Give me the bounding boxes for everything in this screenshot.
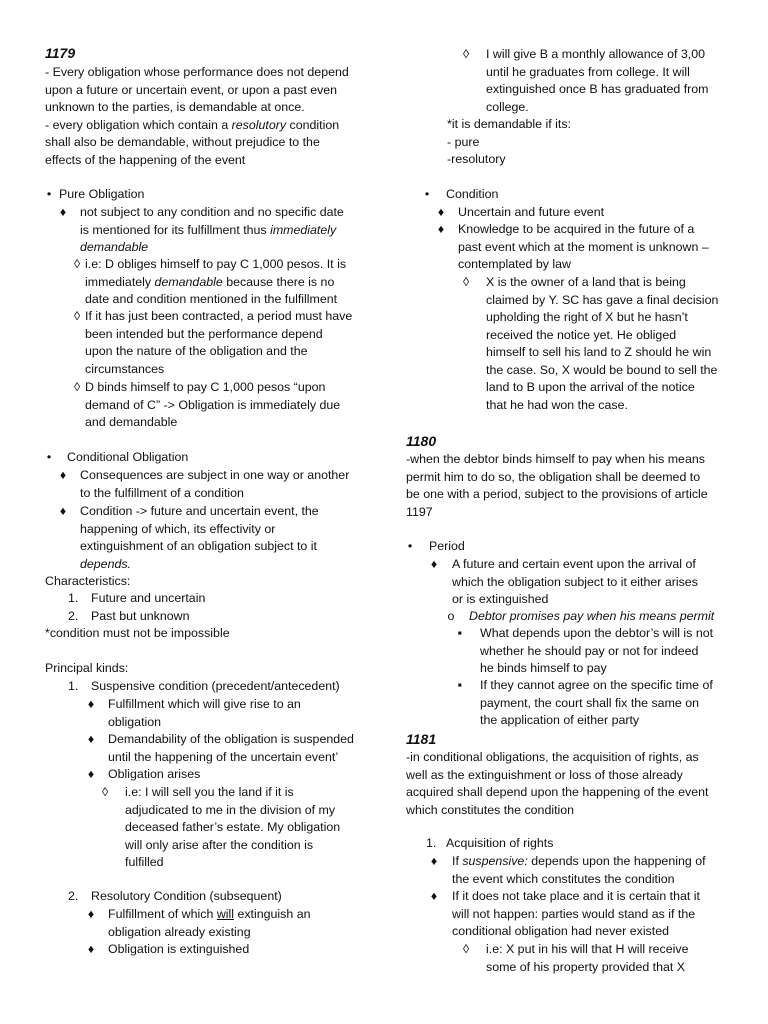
bullet-lozenge: ◊ (73, 309, 81, 323)
bullet-lozenge: ◊ (101, 785, 109, 799)
bullet-diamond: ♦ (87, 907, 95, 921)
example-text: claimed by Y. SC has gave a final decision (486, 292, 719, 307)
list-item-text: happening of which, its effectivity or (80, 521, 276, 536)
example-text: some of his property provided that X (486, 959, 686, 974)
list-item-text: Obligation arises (108, 767, 201, 781)
list-item-title: Suspensive condition (precedent/antecedent) (91, 679, 340, 693)
list-item-title: Resolutory Condition (subsequent) (91, 889, 282, 903)
list-number: 2. (68, 609, 79, 623)
list-item-text: If suspensive: depends upon the happening of (452, 854, 706, 868)
example-text: upon the nature of the obligation and the (85, 344, 308, 358)
bullet-diamond: ♦ (87, 697, 95, 711)
example-text: I will give B a monthly allowance of 3,00 (486, 47, 706, 61)
note-text: *it is demandable if its: (447, 117, 571, 131)
bullet-circle: o (447, 609, 455, 623)
list-item-text: whether he should pay or not for indeed (480, 643, 699, 658)
list-number: 1. (68, 679, 79, 693)
note-text: - pure (447, 134, 480, 149)
sub-item-text: Debtor promises pay when his means permit (469, 609, 715, 623)
example-text: been intended but the performance depend (85, 326, 323, 341)
bullet-dot: • (46, 187, 52, 201)
example-text: extinguished once B has graduated from (486, 82, 709, 96)
example-text: himself to sell his land to Z should he win (486, 345, 712, 359)
section-title: Characteristics: (45, 574, 131, 588)
article-text: -when the debtor binds himself to pay when his means (406, 452, 705, 466)
list-item-text: or is extinguished (452, 592, 549, 606)
example-text: will only arise after the condition is (125, 837, 314, 852)
example-text: college. (486, 99, 529, 114)
section-title: Condition (446, 187, 499, 201)
section-title: Pure Obligation (59, 187, 145, 201)
bullet-lozenge: ◊ (73, 257, 81, 271)
bullet-square: ▪ (457, 678, 463, 692)
bullet-lozenge: ◊ (462, 47, 470, 61)
example-text: land to B upon the arrival of the notice (486, 380, 695, 394)
list-item-text: If they cannot agree on the specific time of (480, 678, 713, 692)
example-text: X is the owner of a land that is being (486, 275, 686, 289)
bullet-diamond: ♦ (437, 205, 445, 219)
list-item-text: Fulfillment which will give rise to an (108, 697, 301, 711)
note-text: -resolutory (447, 152, 506, 166)
list-item-text: will not happen: parties would stand as if the (452, 906, 696, 921)
example-text: i.e: D obliges himself to pay C 1,000 pesos. It is (85, 257, 347, 271)
example-text: deceased father’s estate. My obligation (125, 820, 341, 834)
list-item-text: Demandability of the obligation is suspended (108, 732, 354, 746)
bullet-diamond: ♦ (437, 222, 445, 236)
example-text: i.e: X put in his will that H will receive (486, 942, 689, 956)
list-item-text: contemplated by law (458, 257, 571, 271)
bullet-dot: • (407, 539, 413, 553)
list-item-text: Condition -> future and uncertain event, the (80, 504, 319, 518)
list-item-text: Past but unknown (91, 609, 190, 623)
list-item-text: Obligation is extinguished (108, 942, 250, 956)
example-text: received the notice yet. He obliged (486, 327, 677, 342)
list-item-text: Future and uncertain (91, 591, 206, 605)
list-item-text: Uncertain and future event (458, 205, 605, 219)
list-item-text: not subject to any condition and no specific date (80, 205, 344, 219)
list-item-text: to the fulfillment of a condition (80, 485, 244, 500)
section-title: Principal kinds: (45, 661, 129, 675)
bullet-dot: • (424, 187, 430, 201)
article-text: effects of the happening of the event (45, 152, 246, 167)
bullet-diamond: ♦ (87, 732, 95, 746)
article-text: be one with a period, subject to the provisions of article (406, 487, 708, 501)
example-text: demand of C” -> Obligation is immediately due (85, 397, 341, 412)
article-text: 1197 (406, 504, 433, 519)
list-item-text: conditional obligation had never existed (452, 924, 669, 938)
list-item-text: past event which at the moment is unknown – (458, 239, 709, 254)
list-item-text: the application of either party (480, 713, 640, 727)
example-text: until he graduates from college. It will (486, 64, 690, 79)
list-item-title: Acquisition of rights (446, 836, 554, 850)
example-text: If it has just been contracted, a period must have (85, 309, 353, 323)
article-text: upon a future or uncertain event, or upon a past even (45, 82, 338, 97)
article-text: -in conditional obligations, the acquisition of rights, as (406, 750, 699, 764)
list-item-text: What depends upon the debtor’s will is not (480, 626, 714, 640)
bullet-diamond: ♦ (430, 889, 438, 903)
list-item-text: extinguishment of an obligation subject to it (80, 539, 317, 553)
list-item-text: demandable (80, 240, 149, 254)
list-item-text: If it does not take place and it is certain that it (452, 889, 700, 903)
list-item-text: which the obligation subject to it either arises (452, 574, 698, 589)
article-text: shall also be demandable, without prejudice to the (45, 135, 320, 149)
article-text: unknown to the parties, is demandable at once. (45, 100, 305, 114)
bullet-lozenge: ◊ (462, 942, 470, 956)
section-title: Period (429, 539, 465, 553)
example-text: D binds himself to pay C 1,000 pesos “upon (85, 380, 326, 394)
bullet-square: ▪ (457, 626, 463, 640)
example-text: immediately demandable because there is no (85, 274, 335, 289)
article-text: which constitutes the condition (406, 802, 575, 817)
list-item-text: A future and certain event upon the arrival of (452, 557, 696, 571)
article-text: - every obligation which contain a resolutory condition (45, 117, 340, 132)
example-text: adjudicated to me in the division of my (125, 802, 336, 817)
article-text: well as the extinguishment or loss of those already (406, 767, 683, 782)
article-text: - Every obligation whose performance does not depend (45, 65, 349, 79)
example-text: circumstances (85, 361, 165, 376)
example-text: the case. So, X would be bound to sell the (486, 362, 718, 377)
bullet-diamond: ♦ (59, 205, 67, 219)
list-item-text: until the happening of the uncertain event’ (108, 749, 339, 764)
list-number: 1. (68, 591, 79, 605)
note-text: *condition must not be impossible (45, 626, 230, 640)
list-number: 2. (68, 889, 79, 903)
bullet-diamond: ♦ (430, 557, 438, 571)
example-text: fulfilled (125, 855, 164, 869)
example-text: and demandable (85, 415, 178, 429)
list-item-text: the event which constitutes the condition (452, 871, 675, 886)
list-item-text: he binds himself to pay (480, 661, 607, 675)
list-item-text: payment, the court shall fix the same on (480, 695, 700, 710)
list-item-text: depends. (80, 556, 131, 571)
bullet-dot: • (46, 450, 52, 464)
example-text: i.e: I will sell you the land if it is (125, 785, 294, 799)
article-text: permit him to do so, the obligation shall be deemed to (406, 469, 701, 484)
article-heading: 1179 (45, 45, 76, 61)
list-item-text: obligation already existing (108, 924, 251, 939)
bullet-diamond: ♦ (87, 942, 95, 956)
article-heading: 1180 (406, 433, 437, 449)
list-item-text: is mentioned for its fulfillment thus immediately (80, 222, 337, 237)
list-item-text: obligation (108, 714, 162, 729)
bullet-lozenge: ◊ (462, 275, 470, 289)
bullet-diamond: ♦ (430, 854, 438, 868)
list-item-text: Knowledge to be acquired in the future of a (458, 222, 695, 236)
article-heading: 1181 (406, 731, 437, 747)
list-number: 1. (426, 836, 437, 850)
example-text: upholding the right of X but he hasn’t (486, 310, 688, 324)
bullet-diamond: ♦ (59, 504, 67, 518)
example-text: that he had won the case. (486, 397, 628, 412)
bullet-lozenge: ◊ (73, 380, 81, 394)
list-item-text: Consequences are subject in one way or another (80, 468, 350, 482)
section-title: Conditional Obligation (67, 450, 189, 464)
example-text: date and condition mentioned in the fulfillment (85, 292, 338, 306)
list-item-text: Fulfillment of which will extinguish an (108, 907, 311, 921)
bullet-diamond: ♦ (59, 468, 67, 482)
bullet-diamond: ♦ (87, 767, 95, 781)
article-text: acquired shall depend upon the happening of the event (406, 785, 709, 799)
